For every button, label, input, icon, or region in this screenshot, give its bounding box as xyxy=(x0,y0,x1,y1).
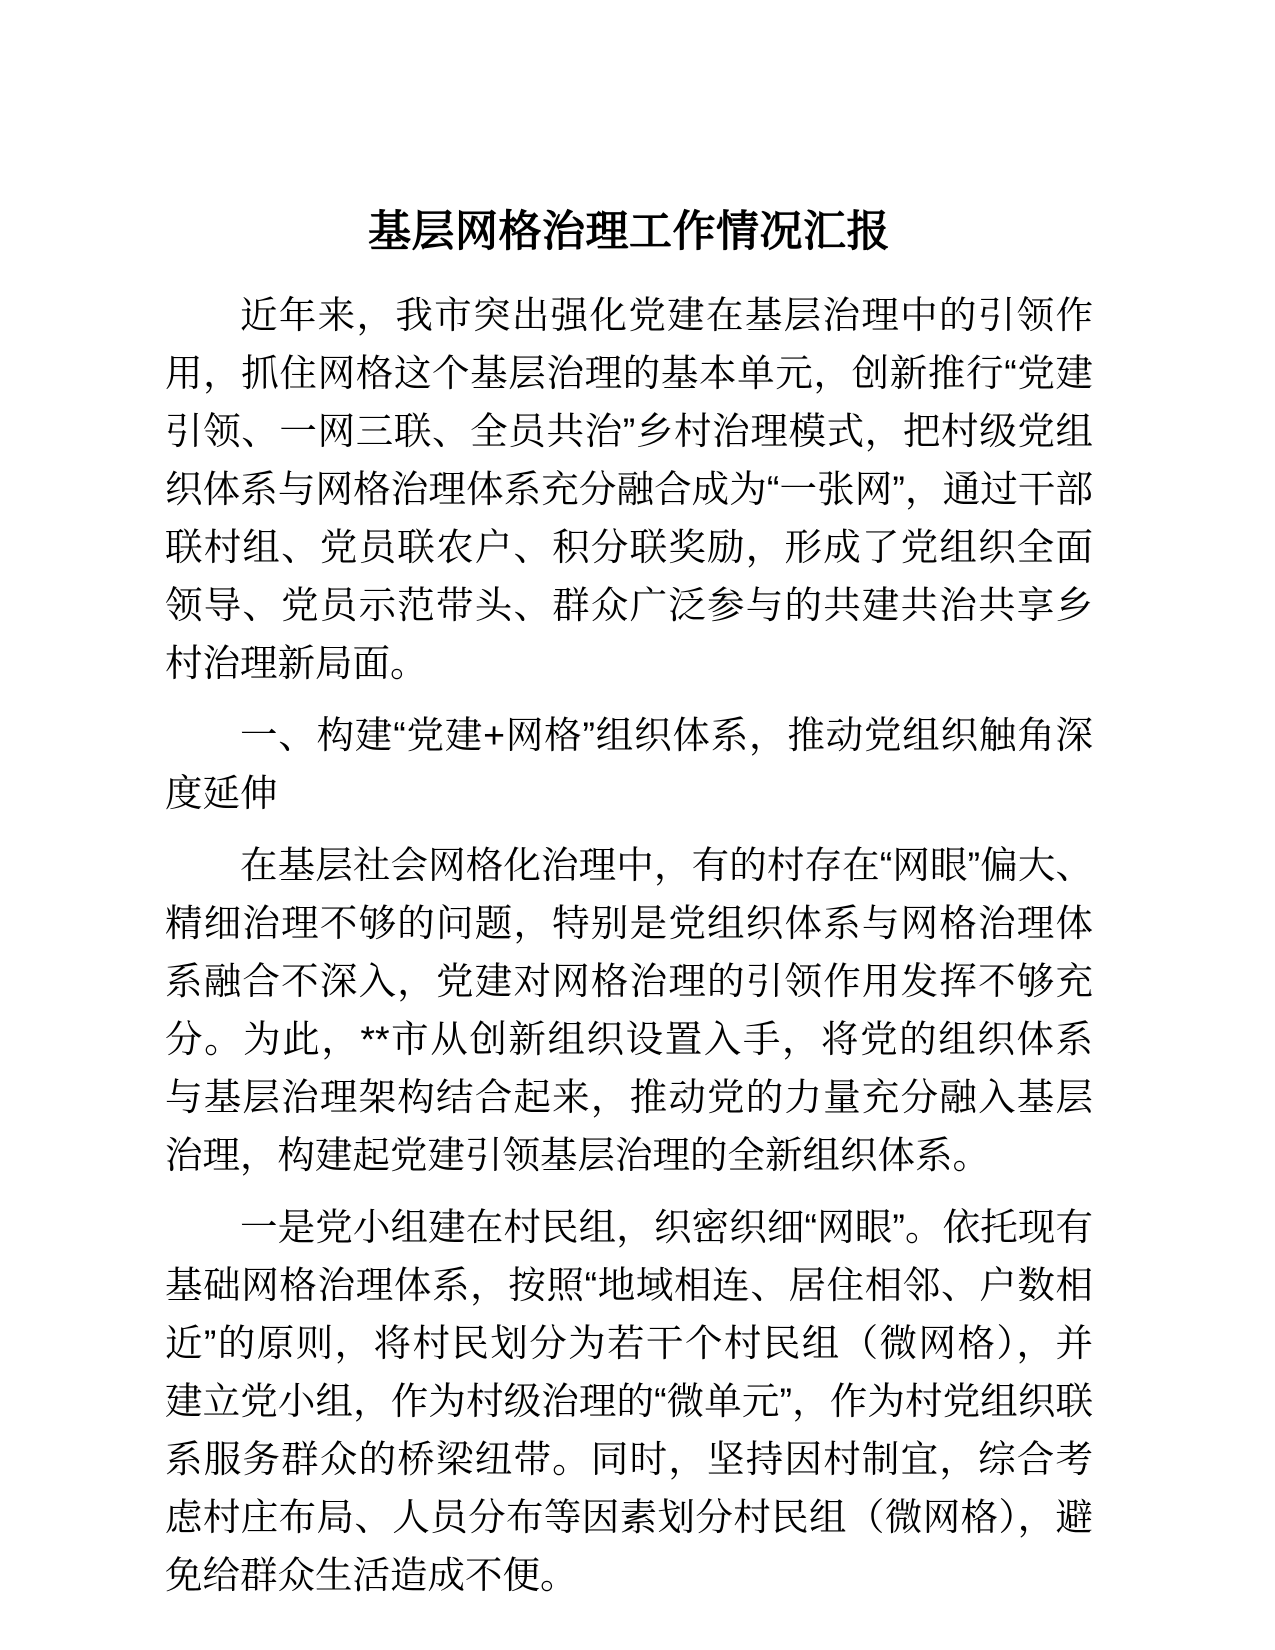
paragraph-item-one: 一是党小组建在村民组，织密织细“网眼”。依托现有基础网格治理体系，按照“地域相连、居住相邻、户数相近”的原则，将村民划分为若干个村民组（微网格），并建立党小组，作为村级治理的“微单元”，作为村党组织联系服务群众的桥梁纽带。同时，坚持因村制宜，综合考虑村庄布局、人员分布等因素划分村民组（微网格），避免给群众生活造成不便。 xyxy=(165,1206,1093,1597)
paragraph-intro: 近年来，我市突出强化党建在基层治理中的引领作用，抓住网格这个基层治理的基本单元，创新推行“党建引领、一网三联、全员共治”乡村治理模式，把村级党组织体系与网格治理体系充分融合成为“一张网”，通过干部联村组、党员联农户、积分联奖励，形成了党组织全面领导、党员示范带头、群众广泛参与的共建共治共享乡村治理新局面。 xyxy=(165,294,1093,685)
page-title: 基层网格治理工作情况汇报 xyxy=(368,208,890,256)
document-text-block xyxy=(165,0,1093,1604)
paragraph-section-one-body: 在基层社会网格化治理中，有的村存在“网眼”偏大、精细治理不够的问题，特别是党组织体系与网格治理体系融合不深入，党建对网格治理的引领作用发挥不够充分。为此，**市从创新组织设置入手，将党的组织体系与基层治理架构结合起来，推动党的力量充分融入基层治理，构建起党建引领基层治理的全新组织体系。 xyxy=(165,844,1093,1177)
section-heading-one: 一、构建“党建+网格”组织体系，推动党组织触角深度延伸 xyxy=(165,714,1093,815)
